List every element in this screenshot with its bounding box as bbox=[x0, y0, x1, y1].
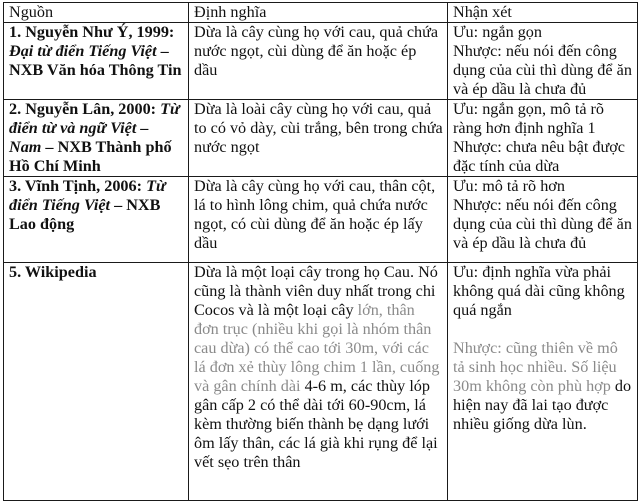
comment-pros: Ưu: ngắn gọn, mô tả rõ ràng hơn định nghĩa 1 bbox=[453, 100, 605, 137]
source-prefix: 2. Nguyễn Lân, 2000: bbox=[9, 100, 161, 118]
comment-cons-part-2: do hiện nay đã lai tạo được nhiều giống dừa lùn. bbox=[453, 377, 632, 433]
definition-cell: Dừa là loài cây cùng họ với cau, quả to có vỏ dày, cùi trắng, bên trong chứa nước ngọt bbox=[189, 100, 448, 177]
source-cell bbox=[4, 100, 189, 177]
header-comment: Nhận xét bbox=[448, 3, 638, 23]
comment-pros: Ưu: ngắn gọn bbox=[453, 23, 542, 41]
table-row bbox=[4, 100, 638, 177]
definition-cell: Dừa là cây cùng họ với cau, quả chứa nước ngọt, cùi dùng để ăn hoặc ép dầu bbox=[189, 23, 448, 100]
comment-cons: Nhược: nếu nói đến công dụng của cùi thì dùng để ăn và ép dầu là chưa đủ bbox=[453, 42, 632, 98]
source-title: Từ điển Tiếng Việt bbox=[9, 177, 166, 214]
comment-cell bbox=[448, 23, 638, 100]
definitions-table bbox=[3, 2, 638, 501]
spacer bbox=[453, 320, 633, 339]
source-suffix: – NXB Văn hóa Thông Tin bbox=[9, 42, 182, 79]
source-cell bbox=[4, 263, 189, 501]
comment-pros: Ưu: mô tả rõ hơn bbox=[453, 177, 565, 195]
source-title: Đại từ điển Tiếng Việt bbox=[9, 42, 157, 60]
comment-cell bbox=[448, 100, 638, 177]
comment-cons: Nhược: chưa nêu bật được đặc tính của dừa bbox=[453, 138, 625, 175]
definition-cell: Dừa là cây cùng họ với cau, thân cột, lá to hình lông chim, quả chứa nước ngọt, có cùi dùng để ăn hoặc ép lấy dầu bbox=[189, 177, 448, 263]
definition-cell bbox=[189, 263, 448, 501]
source-title: Từ điển từ và ngữ Việt – Nam bbox=[9, 100, 180, 156]
definition-part-1: Dừa là một loại cây trong họ Cau. Nó cũng là thành viên duy nhất trong chi Cocos và là một loại cây bbox=[194, 263, 438, 319]
comment-pros: Ưu: định nghĩa vừa phải không quá dài cũng không quá ngắn bbox=[453, 263, 625, 319]
source-cell bbox=[4, 177, 189, 263]
source-suffix: – NXB Lao động bbox=[9, 196, 161, 233]
header-source: Nguồn bbox=[4, 3, 189, 23]
source-prefix: 3. Vĩnh Tịnh, 2006: bbox=[9, 177, 147, 195]
comment-cell bbox=[448, 177, 638, 263]
definition-part-2: lớn, thân đơn trục (nhiều khi gọi là nhóm thân cau dừa) có thể cao tới 30m, với các lá đơn xẻ thùy lông chim 1 lần, cuống và gân chính dài bbox=[194, 301, 440, 395]
header-definition: Định nghĩa bbox=[189, 3, 448, 23]
table-row bbox=[4, 23, 638, 100]
source-prefix: 5. Wikipedia bbox=[9, 263, 97, 281]
table-header-row bbox=[4, 3, 638, 23]
table-row bbox=[4, 177, 638, 263]
comment-cell bbox=[448, 263, 638, 501]
source-cell bbox=[4, 23, 189, 100]
definition-part-3: 4-6 m, các thùy lóp gân cấp 2 có thể dài tới 60-90cm, lá kèm thường biến thành bẹ dạng lưới ôm lấy thân, các lá già khi rụng để lại vết sẹo trên thân bbox=[194, 377, 438, 471]
source-prefix: 1. Nguyễn Như Ý, 1999: bbox=[9, 23, 175, 41]
comment-cons-part-1: Nhược: cũng thiên về mô tả sinh học nhiều. Số liệu 30m không còn phù hợp bbox=[453, 339, 618, 395]
table-row bbox=[4, 263, 638, 501]
comment-cons: Nhược: nếu nói đến công dụng của cùi thì dùng để ăn và ép dầu là chưa đủ bbox=[453, 196, 632, 252]
source-suffix: – NXB Thành phố Hồ Chí Minh bbox=[9, 138, 172, 175]
